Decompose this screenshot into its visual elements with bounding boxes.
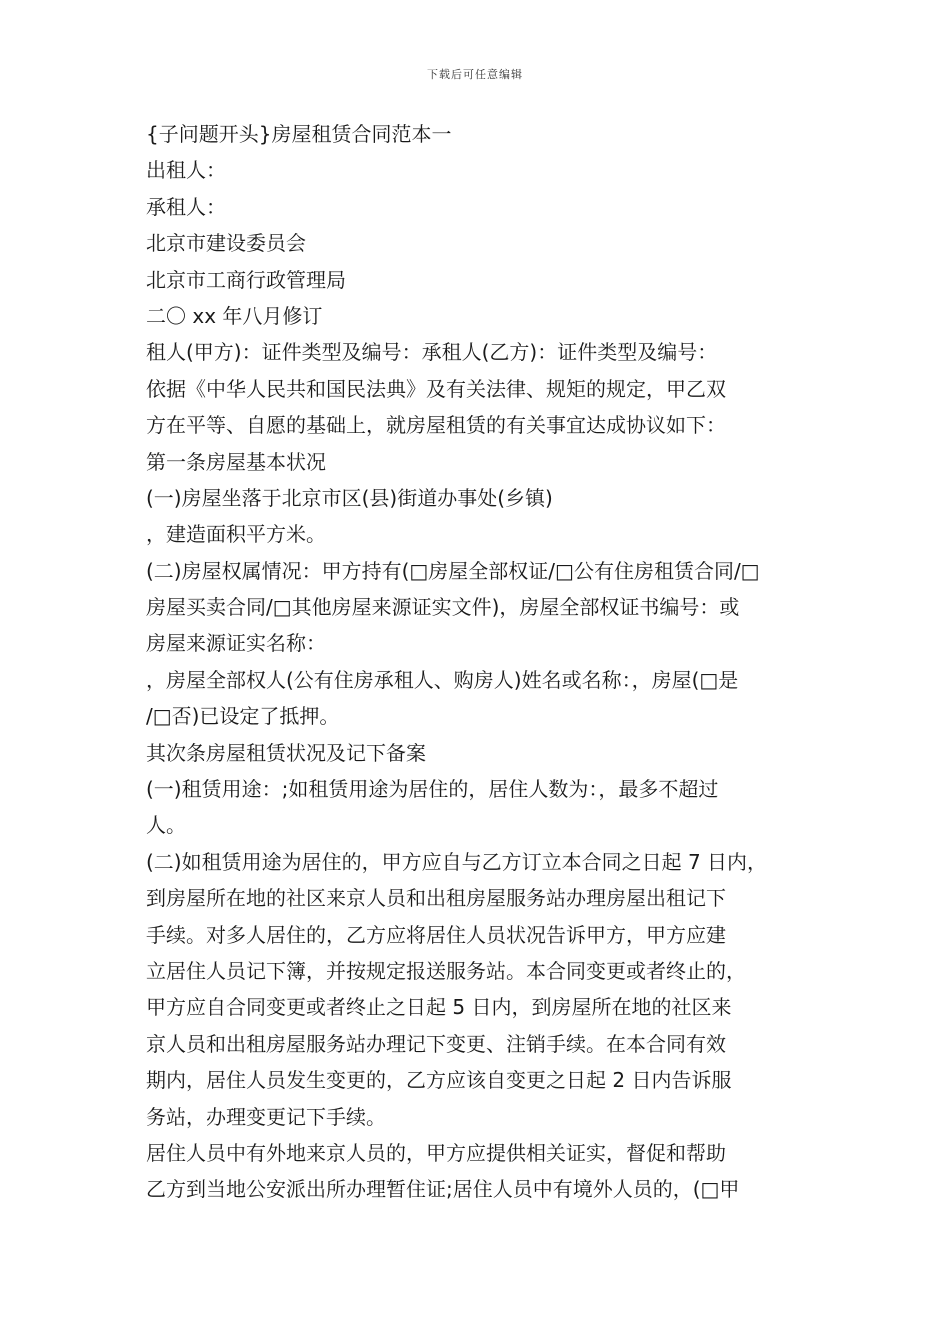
text-line: 房屋买卖合同/□其他房屋来源证实文件)，房屋全部权证书编号：或 xyxy=(146,595,740,620)
text-line: 北京市工商行政管理局 xyxy=(146,267,346,292)
text-line: (二)如租赁用途为居住的，甲方应自与乙方订立本合同之日起 7 日内， xyxy=(146,849,768,874)
text-line: 房屋来源证实名称： xyxy=(146,631,326,656)
text-line: 居住人员中有外地来京人员的，甲方应提供相关证实，督促和帮助 xyxy=(146,1140,726,1165)
text-line: ，房屋全部权人(公有住房承租人、购房人)姓名或名称：，房屋(□是 xyxy=(146,667,739,692)
text-line: 依据《中华人民共和国民法典》及有关法律、规矩的规定，甲乙双 xyxy=(146,376,726,401)
section-heading: 第一条房屋基本状况 xyxy=(146,449,326,474)
text-line: 乙方到当地公安派出所办理暂住证;居住人员中有境外人员的，(□甲 xyxy=(146,1177,740,1202)
section-heading: 其次条房屋租赁状况及记下备案 xyxy=(146,740,426,765)
text-line: 甲方应自合同变更或者终止之日起 5 日内，到房屋所在地的社区来 xyxy=(146,995,732,1020)
text-line: 务站，办理变更记下手续。 xyxy=(146,1104,386,1129)
text-line: 承租人： xyxy=(146,194,226,219)
text-line: 立居住人员记下簿，并按规定报送服务站。本合同变更或者终止的， xyxy=(146,958,746,983)
text-line: 北京市建设委员会 xyxy=(146,231,306,256)
text-line: 到房屋所在地的社区来京人员和出租房屋服务站办理房屋出租记下 xyxy=(146,886,726,911)
text-line: 二〇 xx 年八月修订 xyxy=(146,303,323,328)
page-header-note: 下载后可任意编辑 xyxy=(427,68,523,81)
text-line: (一)租赁用途：;如租赁用途为居住的，居住人数为：，最多不超过 xyxy=(146,777,719,802)
text-line: 方在平等、自愿的基础上，就房屋租赁的有关事宜达成协议如下： xyxy=(146,413,726,438)
text-line: (一)房屋坐落于北京市区(县)街道办事处(乡镇) xyxy=(146,485,553,510)
text-line: 手续。对多人居住的，乙方应将居住人员状况告诉甲方，甲方应建 xyxy=(146,922,726,947)
document-title: {子问题开头}房屋租赁合同范本一 xyxy=(146,122,452,146)
document-body xyxy=(146,116,814,1208)
text-line: /□否)已设定了抵押。 xyxy=(146,704,340,729)
text-line: 租人(甲方)：证件类型及编号：承租人(乙方)：证件类型及编号： xyxy=(146,340,718,365)
text-line: (二)房屋权属情况：甲方持有(□房屋全部权证/□公有住房租赁合同/□ xyxy=(146,558,760,583)
text-line: 京人员和出租房屋服务站办理记下变更、注销手续。在本合同有效 xyxy=(146,1031,726,1056)
text-line: 人。 xyxy=(146,813,186,838)
text-line: ，建造面积平方米。 xyxy=(146,522,326,547)
text-line: 出租人： xyxy=(146,158,226,183)
text-line: 期内，居住人员发生变更的，乙方应该自变更之日起 2 日内告诉服 xyxy=(146,1068,732,1093)
